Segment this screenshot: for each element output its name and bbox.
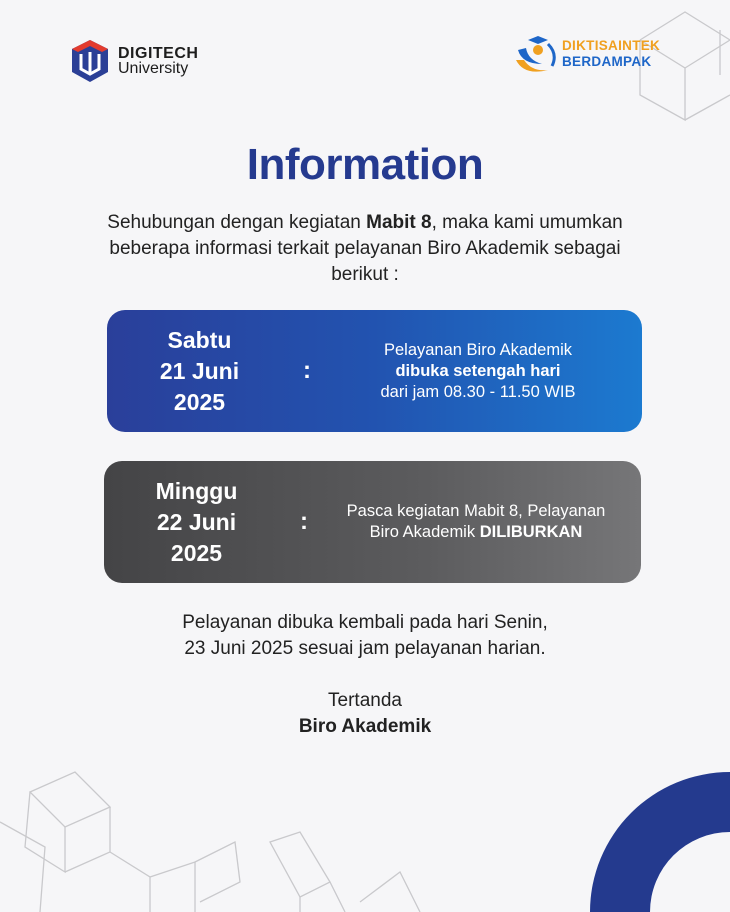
card-description [322,340,642,403]
schedule-card-sunday [104,461,641,583]
card-desc-bold: dibuka setengah hari [395,361,561,380]
digitech-shield-icon [70,38,110,84]
page-title: Information [246,140,484,189]
logo-line-2: BERDAMPAK [562,54,652,69]
decorative-cube-lines-bottom [0,762,480,912]
card-description [319,501,641,543]
card-year: 2025 [173,388,226,415]
card-day-month: 22 Juni [156,508,237,535]
card-date [107,325,292,418]
signature-block [0,688,730,740]
closing-line-2: 23 Juni 2025 sesuai jam pelayanan harian. [184,638,546,659]
intro-paragraph [90,210,640,288]
card-day: Sabtu [167,326,232,353]
signature-organization: Biro Akademik [298,716,432,737]
decorative-blue-arc [590,772,730,912]
card-desc-line-2: Biro Akademik [369,523,480,541]
card-separator: : [303,357,311,384]
logo-line-1: DIKTISAINTEK [562,38,661,53]
closing-line-1: Pelayanan dibuka kembali pada hari Senin, [182,612,548,633]
intro-text-after: , maka kami umumkan beberapa informasi terkait pelayanan Biro Akademik sebagai berikut : [109,212,623,285]
card-desc-bold: DILIBURKAN [479,523,583,541]
closing-paragraph [90,610,640,662]
logo-subname: University [118,60,189,77]
card-day-month: 21 Juni [159,357,240,384]
card-day: Minggu [155,477,238,504]
card-date [104,476,289,569]
card-separator: : [300,508,308,535]
card-desc-line-3: dari jam 08.30 - 11.50 WIB [380,382,576,401]
logo-name: DIGITECH [118,45,199,62]
digitech-university-logo [70,38,198,84]
intro-text-before: Sehubungan dengan kegiatan [107,212,367,233]
diktisaintek-berdampak-logo [512,30,660,78]
card-desc-line-1: Pelayanan Biro Akademik [383,340,573,359]
diktisaintek-swoosh-icon [512,30,558,78]
schedule-card-saturday [107,310,642,432]
intro-event-name: Mabit 8 [366,212,432,233]
card-desc-line-1: Pasca kegiatan Mabit 8, Pelayanan [346,502,606,520]
signature-label: Tertanda [328,690,402,711]
card-year: 2025 [170,539,223,566]
